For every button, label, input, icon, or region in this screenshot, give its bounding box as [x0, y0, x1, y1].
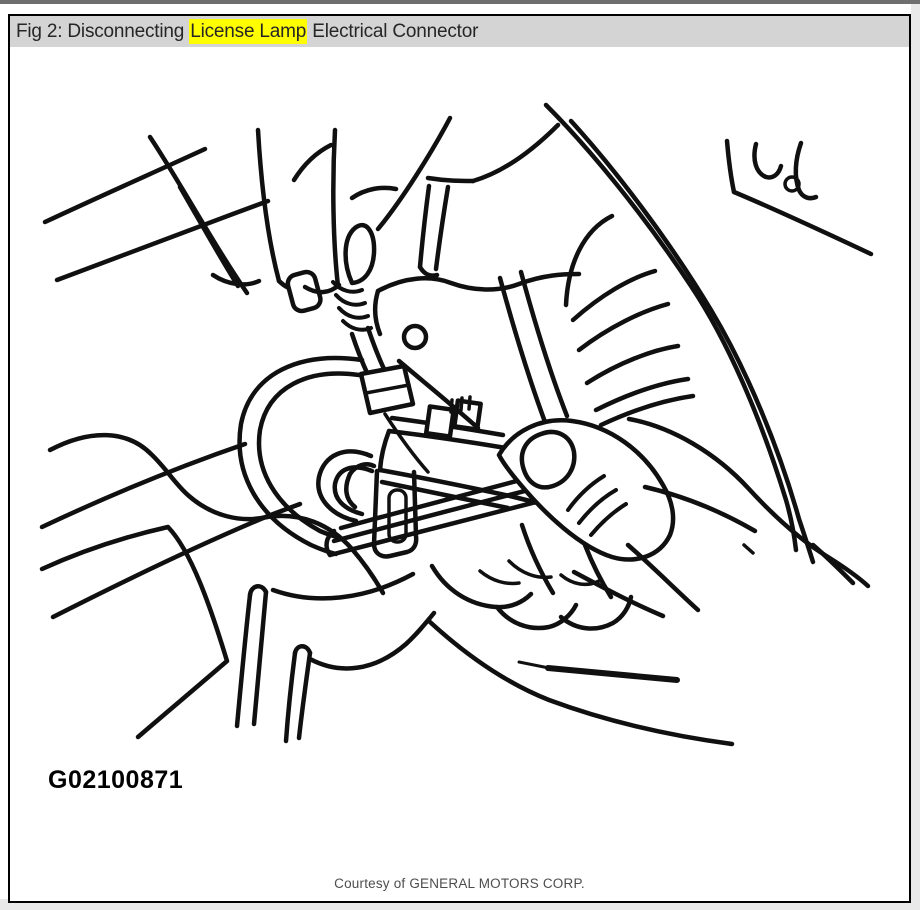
figure-id-label: G02100871 [48, 766, 184, 794]
search-highlight: License Lamp [190, 21, 307, 42]
credit-line: Courtesy of GENERAL MOTORS CORP. [334, 876, 585, 891]
figure-frame [8, 14, 911, 903]
document-page [0, 4, 911, 899]
figure-caption-prefix: Fig 2: Disconnecting [16, 21, 190, 42]
figure-caption-bar [10, 16, 909, 47]
figure-caption-suffix: Electrical Connector [307, 21, 479, 42]
